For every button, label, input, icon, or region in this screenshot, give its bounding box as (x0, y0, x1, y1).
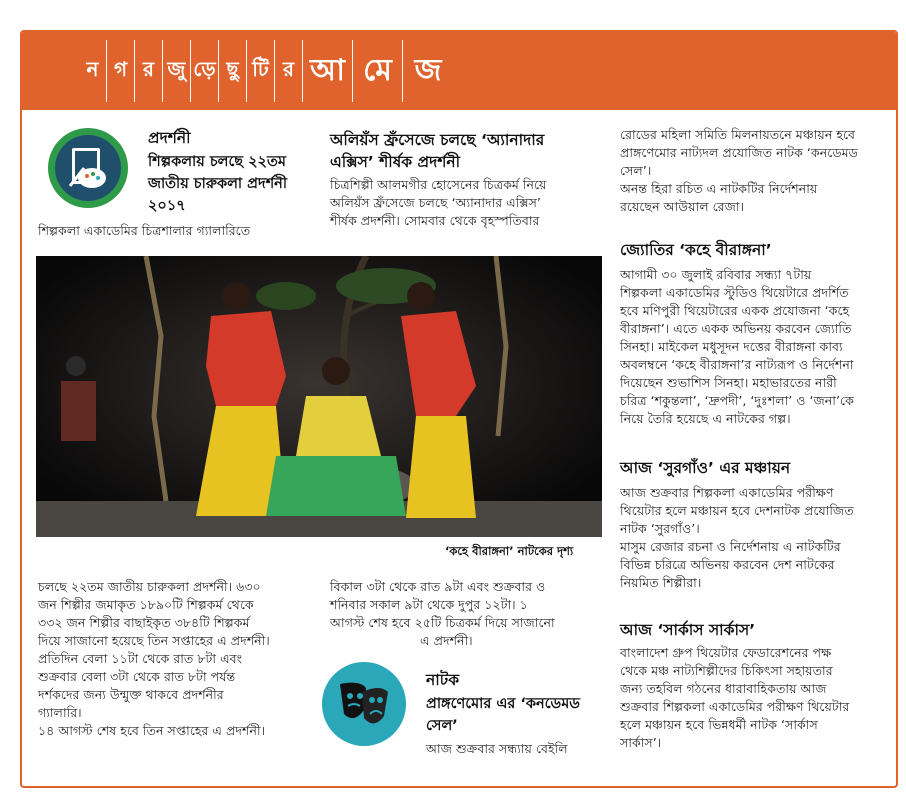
text-line: বিভিন্ন চরিত্রে অভিনয় করবেন দেশ নাটকের (620, 557, 835, 572)
text-line: দর্শকদের জন্য উন্মুক্ত থাকবে প্রদর্শনীর (38, 687, 224, 702)
exhibition-category: প্রদর্শনী (148, 129, 191, 147)
exhibition-headline-2: জাতীয় চারুকলা প্রদর্শনী (148, 176, 287, 192)
palette-icon (48, 128, 128, 208)
text-line: শনিবার সকাল ৯টা থেকে দুপুর ১২টা। ১ (330, 597, 528, 612)
exhibition-body (38, 578, 318, 740)
text-line: শুক্রবার বেলা ৩টা থেকে রাত ৮টা পর্যন্ত (38, 669, 236, 684)
drama-headline-1: প্রাঙ্গণেমোর এর ‘কনডেমড (426, 696, 580, 712)
alliance-headline-2: এক্সিস’ শীর্ষক প্রদর্শনী (330, 153, 461, 171)
text-line: আজ শুক্রবার শিল্পকলা একাডেমির পরীক্ষণ (620, 485, 834, 500)
jyoti-body (620, 266, 895, 428)
play-photo (36, 256, 602, 537)
text-line: গ্যালারি। (38, 705, 82, 720)
text-line: এ প্রদর্শনী। (420, 633, 473, 648)
banner-letter: ছু (219, 40, 247, 102)
banner-letter: র (275, 40, 303, 102)
banner-letter: জু (163, 40, 191, 102)
text-line: নিয়ে তৈরি হয়েছে এ নাটকের গল্প। (620, 411, 791, 426)
text-line: আগামী ৩০ জুলাই রবিবার সন্ধ্যা ৭টায় (620, 267, 812, 282)
banner-letter: গ (107, 40, 135, 102)
text-line: সিনহা। মাইকেল মধুসূদন দত্তের বীরাঙ্গনা কাব্য (620, 339, 843, 354)
circus-body (620, 644, 895, 752)
text-line: ৩৩২ জন শিল্পীর বাছাইকৃত ৩৮৪টি শিল্পকর্ম (38, 615, 250, 630)
banner-letter: ড়ে (191, 40, 219, 102)
text-line: নিয়মিত শিল্পীরা। (620, 575, 702, 590)
text-line: রয়েছেন আউয়াল রেজা। (620, 199, 745, 214)
text-line: চিত্রশিল্পী আলমগীর হোসেনের চিত্রকর্ম নিয়ে (330, 177, 547, 192)
section-banner (22, 32, 896, 110)
text-line: প্রাঙ্গণেমোর নাট্যদল প্রযোজিত নাটক ‘কনডেমড (620, 145, 858, 160)
text-line: বীরাঙ্গনা’। এতে একক অভিনয় করবেন জ্যোতি (620, 321, 852, 336)
text-line: অনন্ত হিরা রচিত এ নাটকটির নির্দেশনায় (620, 181, 818, 196)
drama-body-start: আজ শুক্রবার সন্ধ্যায় বেইলি (426, 741, 568, 756)
exhibition-headline-3: ২০১৭ (148, 198, 186, 214)
banner-letter: টি (247, 40, 275, 102)
banner-letter: আ (303, 40, 353, 102)
text-line: রোডের মহিলা সমিতি মিলনায়তনে মঞ্চায়ন হবে (620, 127, 856, 142)
drama-body (620, 126, 890, 216)
theater-masks-icon (322, 662, 406, 746)
banner-letter: জ (414, 52, 442, 88)
text-line: শীর্ষক প্রদর্শনী। সোমবার থেকে বৃহস্পতিবার (330, 213, 540, 228)
drama-category: নাটক (426, 671, 460, 689)
text-line: থিয়েটার হলে মঞ্চায়ন হবে দেশনাটক প্রযোজিত (620, 503, 854, 518)
jyoti-title: জ্যোতির ‘কহে বীরাঙ্গনা’ (620, 241, 772, 259)
text-line: দিয়েছেন শুভাশিস সিনহা। মহাভারতের নারী (620, 375, 837, 390)
banner-letter: ন (79, 40, 107, 102)
text-line: বাংলাদেশ গ্রুপ থিয়েটার ফেডারেশনের পক্ষ (620, 645, 832, 660)
alliance-body (330, 176, 590, 230)
text-line: নাটক ‘সুরগাঁও’। (620, 521, 700, 536)
text-line: আগস্ট শেষ হবে ২৫টি চিত্রকর্ম দিয়ে সাজানো (330, 615, 555, 630)
text-line: অলিয়ঁস ফ্রঁসেজে চলছে ‘অ্যানাদার এক্সিস’ (330, 195, 541, 210)
photo-caption: ‘কহে বীরাঙ্গনা’ নাটকের দৃশ্য (445, 544, 574, 558)
text-line: সেল’। (620, 163, 652, 178)
text-line: অবলম্বনে ‘কহে বীরাঙ্গনা’র নাট্যরূপ ও নির্দেশনা (620, 357, 854, 372)
circus-title: আজ ‘সার্কাস সার্কাস’ (620, 621, 756, 639)
banner-title (79, 40, 453, 102)
drama-headline-2: সেল’ (426, 718, 458, 734)
alliance-headline-1: অলিয়ঁস ফ্রঁসেজে চলছে ‘অ্যানাদার (330, 131, 545, 149)
text-line: সার্কাস’। (620, 735, 662, 750)
text-line: ১৪ আগস্ট শেষ হবে তিন সপ্তাহের এ প্রদর্শনী। (38, 723, 266, 738)
text-line: শিল্পকলা একাডেমির স্টুডিও থিয়েটারে প্রদর্শিত (620, 285, 849, 300)
text-line: চরিত্র ‘শকুন্তলা’, ‘দ্রুপদী’, ‘দুঃশলা’ ও ‘জনা’কে (620, 393, 854, 408)
text-line: জন্য তহবিল গঠনের ধারাবাহিকতায় আজ (620, 681, 827, 696)
text-line: থেকে মঞ্চ নাট্যশিল্পীদের চিকিৎসা সহায়তার (620, 663, 833, 678)
text-line: দিয়ে সাজানো হয়েছে তিন সপ্তাহের এ প্রদর্শনী। (38, 633, 270, 648)
alliance-body-cont (330, 578, 600, 650)
text-line: জন শিল্পীর জমাকৃত ১৮৯০টি শিল্পকর্ম থেকে (38, 597, 254, 612)
banner-letter: র (135, 40, 163, 102)
surgao-title: আজ ‘সুরগাঁও’ এর মঞ্চায়ন (620, 459, 791, 477)
text-line: হবে মণিপুরী থিয়েটারের একক প্রযোজনা ‘কহে (620, 303, 850, 318)
surgao-body (620, 484, 895, 592)
banner-letter: মে (353, 40, 403, 102)
text-line: শুক্রবার শিল্পকলা একাডেমির পরীক্ষণ থিয়েটার (620, 699, 850, 714)
text-line: হলে মঞ্চায়ন হবে ভিন্নধর্মী নাটক ‘সার্কাস (620, 717, 818, 732)
text-line: মাসুম রেজার রচনা ও নির্দেশনায় এ নাটকটির (620, 539, 841, 554)
exhibition-venue: শিল্পকলা একাডেমির চিত্রশালার গ্যালারিতে (38, 223, 251, 238)
text-line: চলছে ২২তম জাতীয় চারুকলা প্রদর্শনী। ৬৩০ (38, 579, 261, 594)
exhibition-headline-1: শিল্পকলায় চলছে ২২তম (148, 154, 286, 170)
text-line: বিকাল ৩টা থেকে রাত ৯টা এবং শুক্রবার ও (330, 579, 546, 594)
text-line: প্রতিদিন বেলা ১১টা থেকে রাত ৮টা এবং (38, 651, 243, 666)
